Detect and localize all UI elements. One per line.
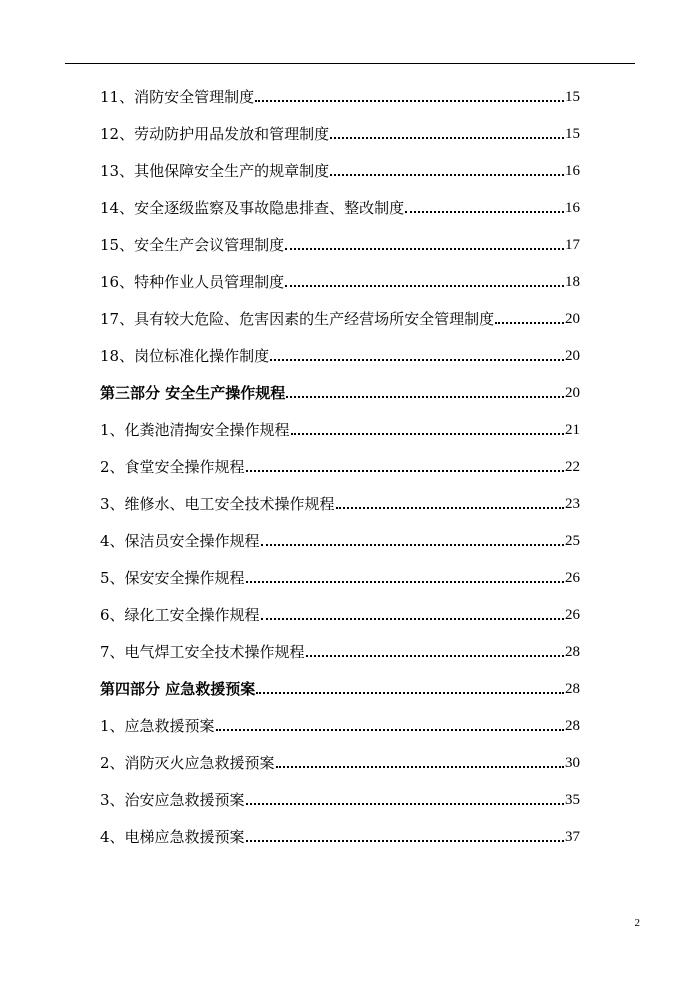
toc-entry[interactable] — [100, 812, 580, 849]
toc-dot-leader — [286, 396, 564, 398]
toc-entry-title: 3、维修水、电工安全技术操作规程 — [100, 495, 335, 513]
page-number: 2 — [634, 917, 640, 929]
toc-entry-title: 3、治安应急救援预案 — [100, 791, 245, 809]
toc-entry[interactable] — [100, 146, 580, 183]
toc-entry[interactable] — [100, 738, 580, 775]
toc-dot-leader — [330, 174, 564, 176]
toc-entry-title: 18、岗位标准化操作制度 — [100, 347, 270, 365]
toc-entry-title: 11、消防安全管理制度 — [100, 88, 255, 106]
toc-entry-page: 23 — [565, 496, 580, 512]
toc-part-heading[interactable] — [100, 664, 580, 701]
toc-entry-page: 16 — [565, 200, 580, 216]
toc-dot-leader — [276, 766, 564, 768]
toc-entry[interactable] — [100, 590, 580, 627]
toc-entry-page: 15 — [565, 89, 580, 105]
toc-dot-leader — [261, 618, 564, 620]
toc-entry[interactable] — [100, 627, 580, 664]
toc-entry-title: 第四部分 应急救援预案 — [100, 680, 256, 698]
toc-dot-leader — [336, 507, 564, 509]
toc-entry[interactable] — [100, 442, 580, 479]
toc-entry-page: 20 — [565, 385, 580, 401]
toc-entry-page: 30 — [565, 755, 580, 771]
toc-dot-leader — [330, 137, 564, 139]
toc-entry-page: 22 — [565, 459, 580, 475]
toc-entry[interactable] — [100, 553, 580, 590]
toc-dot-leader — [261, 544, 564, 546]
toc-dot-leader — [306, 655, 564, 657]
toc-entry[interactable] — [100, 516, 580, 553]
toc-entry-title: 16、特种作业人员管理制度 — [100, 273, 285, 291]
toc-entry-title: 第三部分 安全生产操作规程 — [100, 384, 286, 402]
toc-entry-page: 15 — [565, 126, 580, 142]
toc-entry-title: 13、其他保障安全生产的规章制度 — [100, 162, 330, 180]
toc-entry-page: 26 — [565, 607, 580, 623]
toc-dot-leader — [270, 359, 564, 361]
toc-dot-leader — [246, 840, 564, 842]
toc-entry-page: 26 — [565, 570, 580, 586]
toc-entry-page: 18 — [565, 274, 580, 290]
toc-entry[interactable] — [100, 257, 580, 294]
header-rule — [65, 63, 635, 64]
toc-entry[interactable] — [100, 294, 580, 331]
toc-dot-leader — [246, 803, 564, 805]
toc-entry[interactable] — [100, 405, 580, 442]
toc-entry-title: 5、保安安全操作规程 — [100, 569, 245, 587]
toc-dot-leader — [216, 729, 564, 731]
toc-entry-title: 4、电梯应急救援预案 — [100, 828, 245, 846]
toc-entry[interactable] — [100, 701, 580, 738]
toc-entry-page: 35 — [565, 792, 580, 808]
toc-entry-page: 17 — [565, 237, 580, 253]
toc-entry-page: 28 — [565, 681, 580, 697]
toc-dot-leader — [405, 211, 564, 213]
toc-entry-page: 28 — [565, 644, 580, 660]
toc-entry[interactable] — [100, 109, 580, 146]
toc-dot-leader — [246, 581, 564, 583]
toc-dot-leader — [495, 322, 564, 324]
toc-entry-title: 4、保洁员安全操作规程 — [100, 532, 260, 550]
toc-entry[interactable] — [100, 72, 580, 109]
toc-dot-leader — [291, 433, 564, 435]
toc-entry-title: 1、化粪池清掏安全操作规程 — [100, 421, 290, 439]
toc-part-heading[interactable] — [100, 368, 580, 405]
toc-entry-title: 7、电气焊工安全技术操作规程 — [100, 643, 305, 661]
toc-entry[interactable] — [100, 183, 580, 220]
toc-entry-page: 25 — [565, 533, 580, 549]
toc-entry-page: 20 — [565, 348, 580, 364]
toc-entry-page: 20 — [565, 311, 580, 327]
toc-dot-leader — [255, 100, 564, 102]
toc-entry[interactable] — [100, 331, 580, 368]
toc-entry-title: 12、劳动防护用品发放和管理制度 — [100, 125, 330, 143]
toc-dot-leader — [256, 692, 564, 694]
toc-entry-title: 1、应急救援预案 — [100, 717, 215, 735]
toc-entry[interactable] — [100, 220, 580, 257]
toc-dot-leader — [285, 248, 564, 250]
table-of-contents — [100, 72, 580, 849]
toc-entry-title: 15、安全生产会议管理制度 — [100, 236, 285, 254]
toc-entry[interactable] — [100, 479, 580, 516]
toc-entry[interactable] — [100, 775, 580, 812]
toc-dot-leader — [246, 470, 564, 472]
toc-entry-page: 16 — [565, 163, 580, 179]
toc-entry-title: 17、具有较大危险、危害因素的生产经营场所安全管理制度 — [100, 310, 495, 328]
toc-entry-page: 37 — [565, 829, 580, 845]
toc-entry-title: 6、绿化工安全操作规程 — [100, 606, 260, 624]
toc-entry-title: 2、食堂安全操作规程 — [100, 458, 245, 476]
toc-entry-page: 28 — [565, 718, 580, 734]
toc-entry-title: 14、安全逐级监察及事故隐患排查、整改制度 — [100, 199, 405, 217]
toc-entry-title: 2、消防灭火应急救援预案 — [100, 754, 275, 772]
toc-dot-leader — [285, 285, 564, 287]
toc-entry-page: 21 — [565, 422, 580, 438]
